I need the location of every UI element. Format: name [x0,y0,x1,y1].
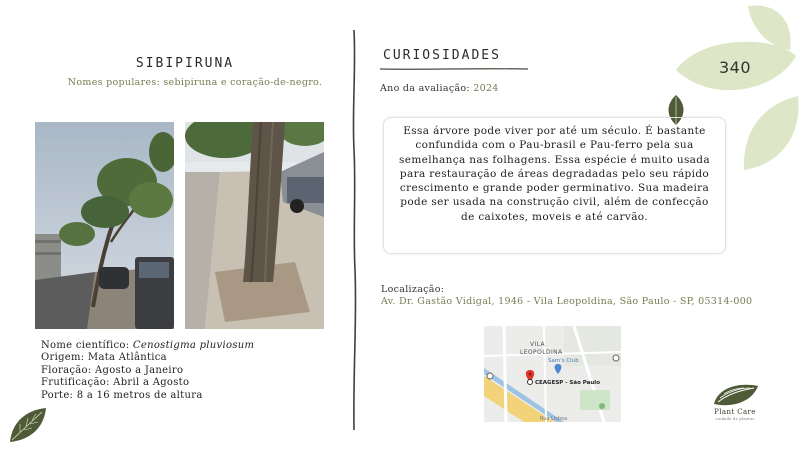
map-district-line1: VILA [530,341,546,348]
map-road: Rua Lisboa [540,416,568,422]
popular-names: Nomes populares: sebipiruna e coração-de-negro. [67,77,323,88]
species-number-badge: 340 [718,58,752,77]
curiosities-title: CURIOSIDADES [383,48,501,63]
flowering: Floração: Agosto a Janeiro [41,364,184,376]
location-map[interactable] [484,326,621,422]
park-icon [599,403,605,409]
location-label: Localização: [381,284,445,295]
tree-photo-trunk [185,122,324,329]
vertical-divider [348,30,360,430]
map-district-line2: LEOPOLDINA [520,349,563,356]
plant-care-logo-icon [712,380,760,408]
curiosity-box: Essa árvore pode viver por até um século. É bastante confundida com o Pau-brasil e Pau-ferro pela sua semelhança nas folhagens. Essa espécie é muito usada para restauração de áreas degradadas pelo seu rápido crescimento e grande poder germinativo. Sua madeira pode ser usada na construção civil, além de confecção de caixotes, moveis e até carvão. [383,117,726,254]
logo-subtitle: cuidado de plantas [715,417,755,421]
species-title: SIBIPIRUNA [135,56,235,71]
title-underline [380,66,530,72]
map-poi-club: Sam's Club [548,358,579,364]
evaluation-year: Ano da avaliação: 2024 [380,83,499,94]
map-poi-main: CEAGESP - São Paulo [535,380,600,386]
origin: Origem: Mata Atlântica [41,352,167,364]
fruiting: Frutificação: Abril a Agosto [41,377,190,389]
tree-photo-street [35,122,174,329]
poi-icon [613,355,619,361]
leaf-icon [744,96,799,170]
logo-name: Plant Care [714,408,756,416]
size: Porte: 8 a 16 metros de altura [41,389,203,401]
scientific-name: Nome científico: Cenostigma pluviosum [41,340,255,351]
leaf-icon [6,406,48,446]
poi-icon [487,373,493,379]
species-facts [41,340,254,402]
location-address[interactable]: Av. Dr. Gastão Vidigal, 1946 - Vila Leopoldina, São Paulo - SP, 05314-000 [381,296,753,307]
